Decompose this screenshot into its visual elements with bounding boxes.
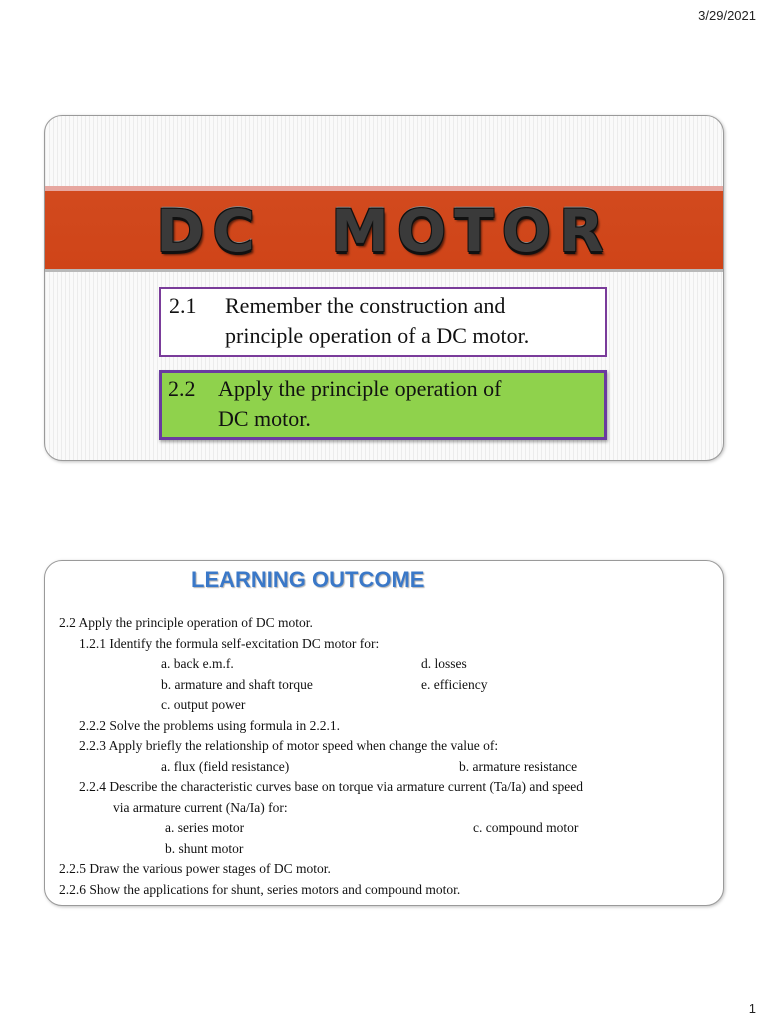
- print-date: 3/29/2021: [698, 8, 756, 23]
- objective-number: 2.1: [169, 293, 197, 318]
- list-item: [59, 654, 719, 675]
- list-item: [59, 736, 719, 757]
- outcome-text: 2.2 Apply the principle operation of DC motor.: [59, 615, 313, 630]
- outcome-text: c. output power: [161, 697, 246, 712]
- objective-text-line: Remember the construction and: [225, 293, 506, 318]
- outcome-text: 1.2.1 Identify the formula self-excitation DC motor for:: [79, 635, 380, 651]
- outcome-text: c. compound motor: [473, 820, 579, 835]
- slide-learning-outcome: [44, 560, 724, 906]
- banner-bottom-line: [45, 269, 723, 272]
- outcome-text: a. back e.m.f.: [161, 656, 234, 671]
- objective-box-2-2: [159, 370, 607, 440]
- list-item: [59, 716, 719, 737]
- page-number: 1: [748, 1001, 756, 1016]
- list-item: [59, 675, 719, 696]
- objective-number: 2.2: [168, 376, 196, 401]
- outcome-text: 2.2.2 Solve the problems using formula in 2.2.1.: [79, 717, 340, 733]
- list-item: [59, 839, 719, 860]
- banner-title: DC MOTOR: [156, 197, 612, 265]
- slide-title: [44, 115, 724, 461]
- outcome-text: 2.2.5 Draw the various power stages of DC motor.: [59, 861, 331, 876]
- outcome-text: 2.2.6 Show the applications for shunt, series motors and compound motor.: [59, 881, 461, 897]
- objective-box-2-1: [159, 287, 607, 357]
- objective-text-line: Apply the principle operation of: [218, 376, 502, 401]
- outcome-text: b. armature and shaft torque: [161, 676, 313, 692]
- list-item: [59, 613, 719, 634]
- outcome-text: b. armature resistance: [459, 758, 578, 774]
- list-item: [59, 757, 719, 778]
- outcome-text: d. losses: [421, 656, 467, 671]
- outcome-text: b. shunt motor: [165, 840, 244, 856]
- list-item: [59, 777, 719, 798]
- outcome-text: a. series motor: [165, 820, 245, 835]
- list-item: [59, 880, 719, 901]
- outcome-text: a. flux (field resistance): [161, 758, 290, 774]
- outcome-text: via armature current (Na/Ia) for:: [113, 799, 288, 815]
- list-item: [59, 695, 719, 716]
- outcome-text: 2.2.3 Apply briefly the relationship of motor speed when change the value of:: [79, 738, 499, 753]
- learning-outcome-title: LEARNING OUTCOME: [191, 567, 425, 592]
- list-item: [59, 818, 719, 839]
- learning-outcome-list: [59, 613, 719, 900]
- objective-text-line: principle operation of a DC motor.: [225, 323, 530, 348]
- objective-text-line: DC motor.: [218, 406, 311, 431]
- list-item: [59, 798, 719, 819]
- list-item: [59, 634, 719, 655]
- outcome-text: 2.2.4 Describe the characteristic curves base on torque via armature current (Ta/Ia) and speed: [79, 779, 583, 794]
- list-item: [59, 859, 719, 880]
- outcome-text: e. efficiency: [421, 676, 488, 692]
